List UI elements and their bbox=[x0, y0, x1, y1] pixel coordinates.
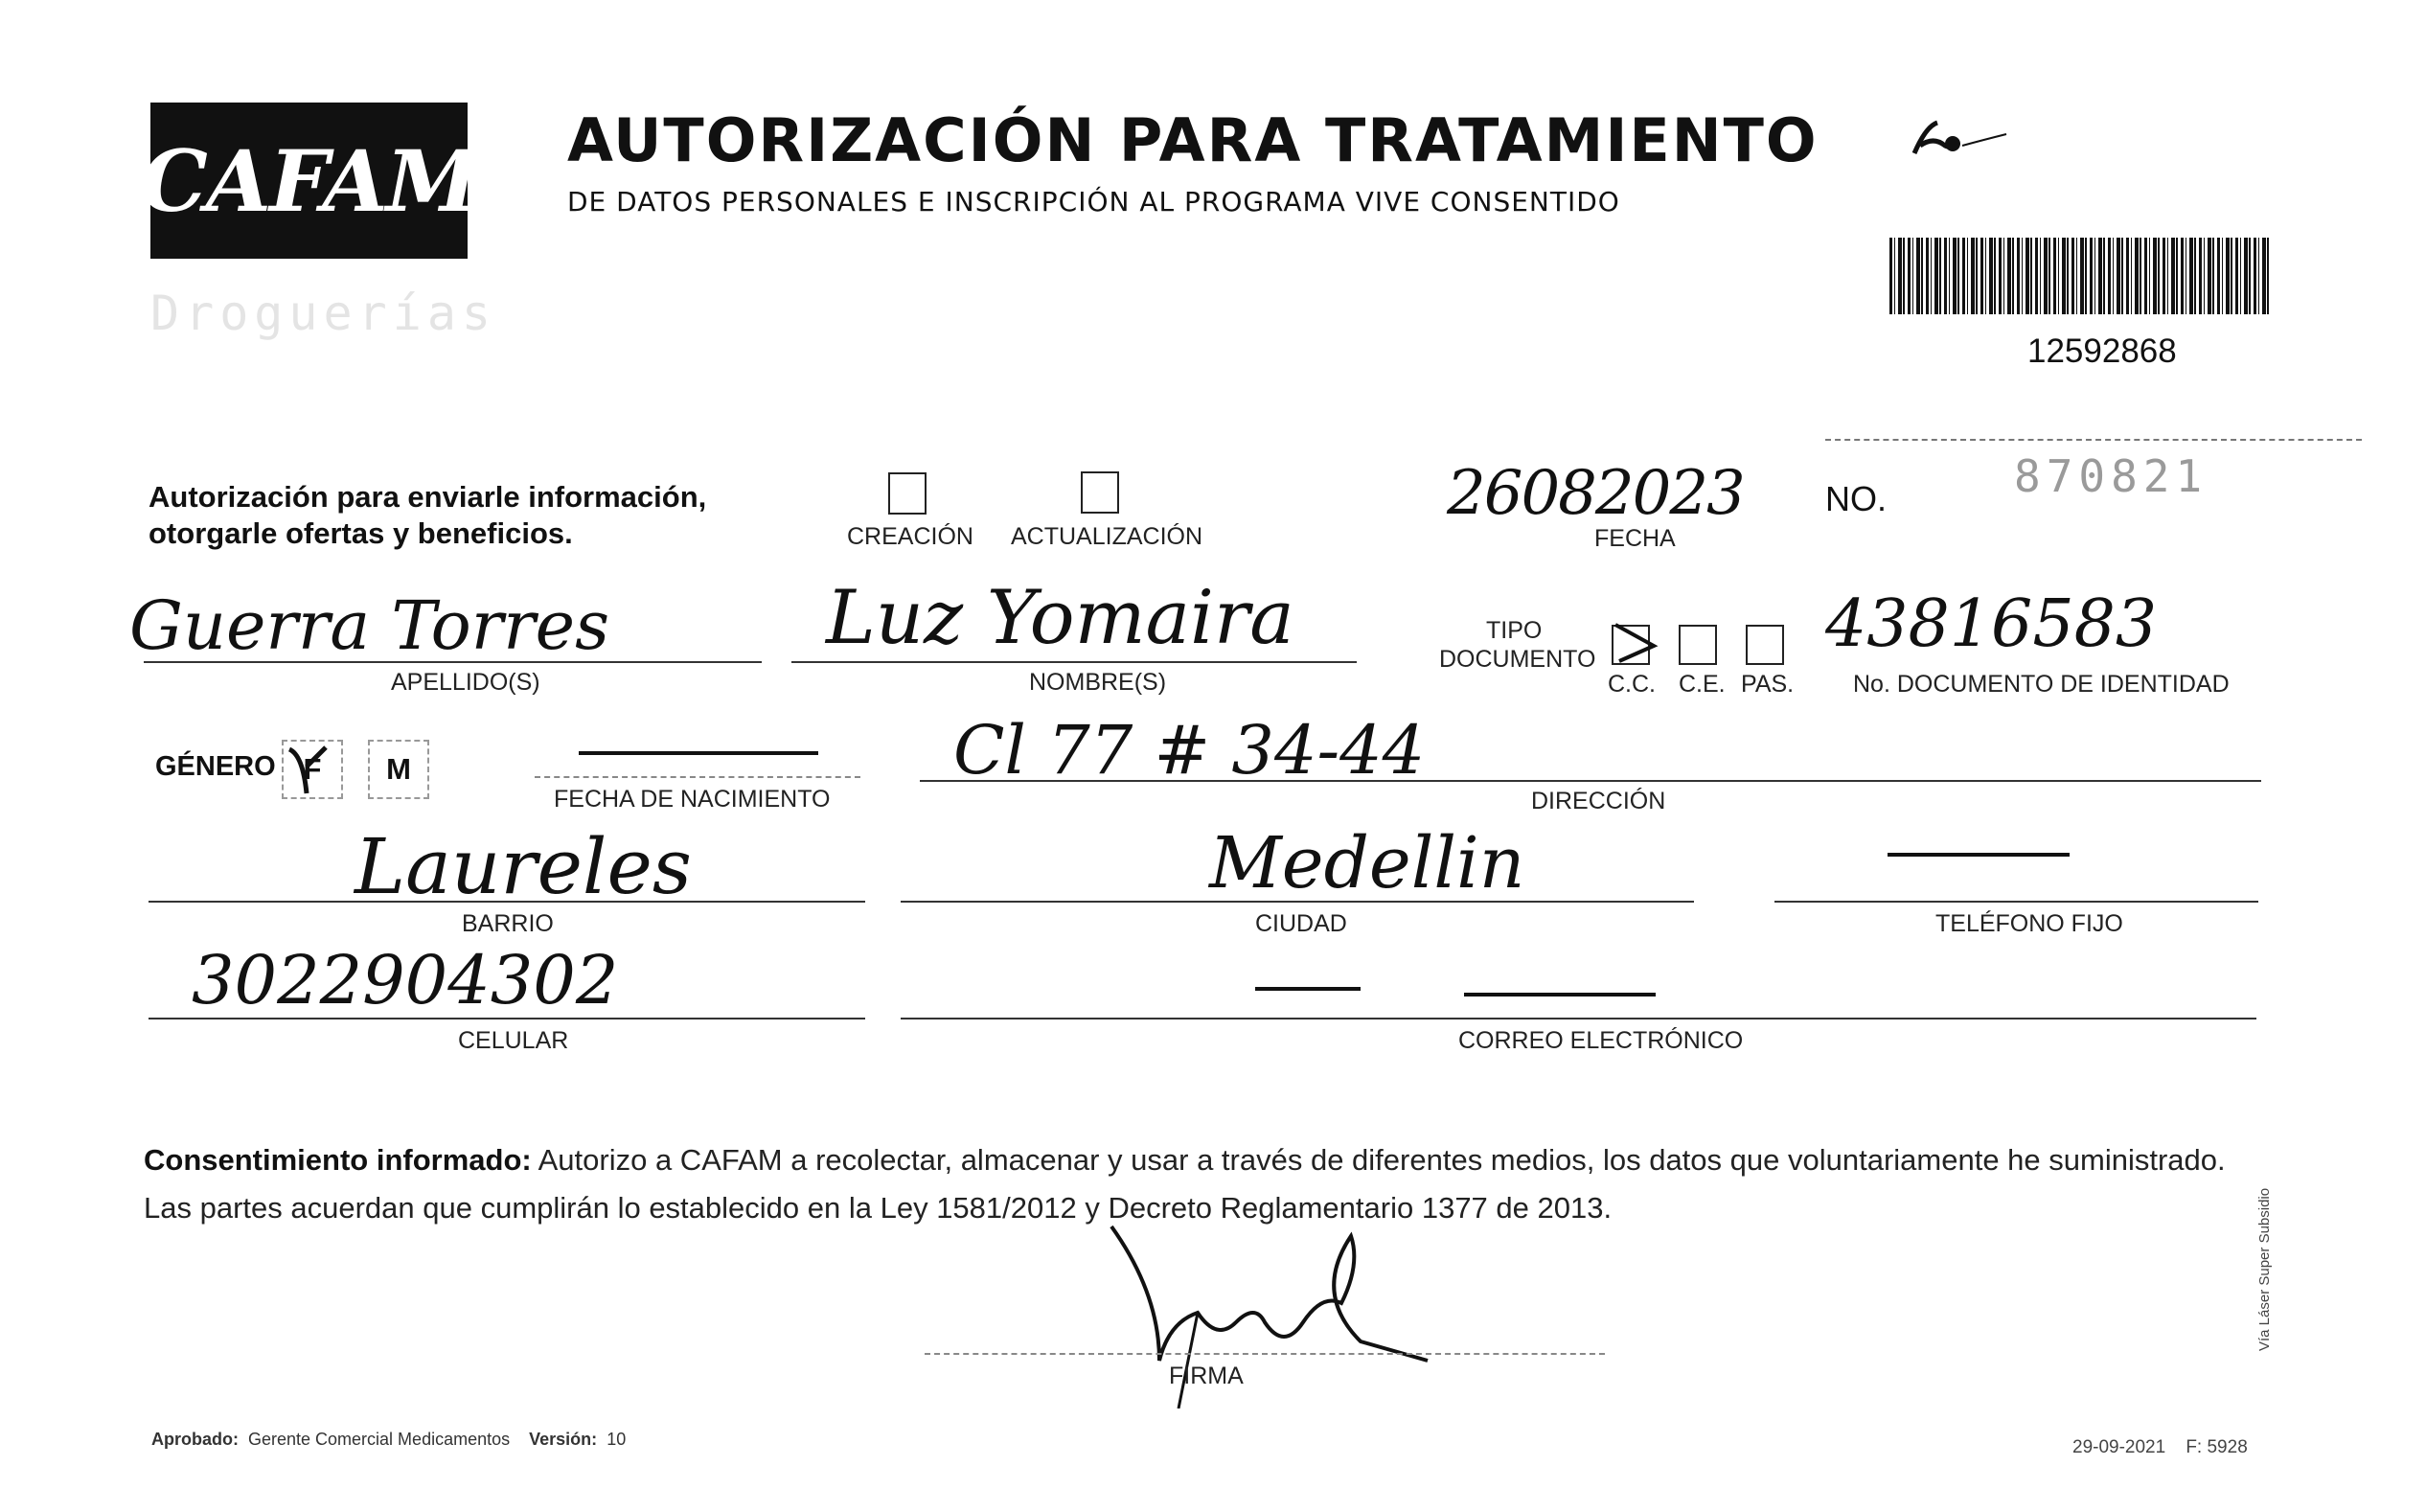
direccion-label: DIRECCIÓN bbox=[1531, 788, 1666, 814]
ce-label: C.E. bbox=[1679, 671, 1726, 698]
apellidos-line bbox=[144, 661, 762, 663]
genero-m-label: M bbox=[386, 752, 411, 786]
barrio-label: BARRIO bbox=[462, 910, 554, 937]
cafam-logo bbox=[140, 103, 478, 259]
ce-checkbox[interactable] bbox=[1679, 625, 1717, 665]
nombres-line bbox=[791, 661, 1357, 663]
barcode-number: 12592868 bbox=[2027, 332, 2177, 370]
apellidos-value[interactable]: Guerra Torres bbox=[129, 586, 610, 665]
document-subtitle: DE DATOS PERSONALES E INSCRIPCIÓN AL PROGRAMA VIVE CONSENTIDO bbox=[567, 186, 1620, 218]
correo-dash-2 bbox=[1464, 993, 1656, 997]
form-number: 870821 bbox=[2014, 450, 2209, 502]
ciudad-line bbox=[901, 901, 1694, 903]
handwritten-mark-icon bbox=[1907, 107, 2022, 165]
footer-date: 29-09-2021 bbox=[2072, 1437, 2166, 1457]
fecha-nacimiento-dash bbox=[579, 751, 818, 755]
logo-text: CAFAM bbox=[140, 130, 478, 231]
fecha-label: FECHA bbox=[1594, 525, 1676, 552]
creacion-checkbox[interactable] bbox=[888, 472, 927, 515]
celular-line bbox=[149, 1018, 865, 1019]
nombres-value[interactable]: Luz Yomaira bbox=[826, 575, 1294, 661]
check-mark-icon bbox=[1610, 621, 1659, 663]
fecha-value[interactable]: 26082023 bbox=[1447, 458, 1744, 529]
pas-checkbox[interactable] bbox=[1746, 625, 1784, 665]
aprobado-value: Gerente Comercial Medicamentos bbox=[248, 1430, 511, 1449]
actualizacion-label: ACTUALIZACIÓN bbox=[1011, 523, 1203, 550]
footer-approval bbox=[151, 1430, 626, 1450]
fecha-nacimiento-line bbox=[535, 776, 860, 778]
correo-dash-1 bbox=[1255, 987, 1361, 991]
nombres-label: NOMBRE(S) bbox=[1029, 669, 1167, 696]
documento-label: No. DOCUMENTO DE IDENTIDAD bbox=[1853, 671, 2230, 698]
creacion-label: CREACIÓN bbox=[847, 523, 973, 550]
genero-f-label: F bbox=[303, 752, 322, 786]
direccion-line bbox=[920, 780, 2261, 782]
intro-line-2: otorgarle ofertas y beneficios. bbox=[149, 516, 573, 550]
intro-text bbox=[149, 479, 771, 552]
telefono-dash bbox=[1888, 853, 2070, 857]
no-label: NO. bbox=[1825, 479, 1888, 518]
signature-mark bbox=[1102, 1217, 1466, 1409]
version-label: Versión: bbox=[529, 1430, 598, 1449]
genero-label: GÉNERO bbox=[155, 751, 276, 782]
version-value: 10 bbox=[606, 1430, 627, 1449]
firma-label: FIRMA bbox=[1169, 1363, 1244, 1389]
ciudad-label: CIUDAD bbox=[1255, 910, 1347, 937]
firma-line bbox=[925, 1353, 1605, 1355]
cc-label: C.C. bbox=[1608, 671, 1656, 698]
direccion-value[interactable]: Cl 77 # 34-44 bbox=[953, 711, 1426, 790]
barcode bbox=[1889, 238, 2271, 314]
correo-line bbox=[901, 1018, 2256, 1019]
tipo-documento-label-2: DOCUMENTO bbox=[1439, 646, 1596, 673]
actualizacion-checkbox[interactable] bbox=[1081, 471, 1119, 514]
genero-m-box[interactable] bbox=[368, 740, 429, 799]
pas-label: PAS. bbox=[1741, 671, 1795, 698]
fecha-nacimiento-label: FECHA DE NACIMIENTO bbox=[554, 786, 831, 813]
consent-line-2: Las partes acuerdan que cumplirán lo establecido en la Ley 1581/2012 y Decreto Reglamentario 1377 de 2013. bbox=[144, 1191, 1613, 1225]
barrio-line bbox=[149, 901, 865, 903]
telefono-line bbox=[1774, 901, 2258, 903]
celular-label: CELULAR bbox=[458, 1027, 569, 1054]
document-title: AUTORIZACIÓN PARA TRATAMIENTO bbox=[567, 105, 1819, 175]
apellidos-label: APELLIDO(S) bbox=[391, 669, 540, 696]
footer-date-code bbox=[2072, 1437, 2248, 1458]
consent-lead: Consentimiento informado: bbox=[144, 1143, 532, 1177]
cc-checkbox[interactable] bbox=[1612, 625, 1650, 665]
aprobado-label: Aprobado: bbox=[151, 1430, 239, 1449]
consent-line-1 bbox=[144, 1136, 2271, 1184]
logo-subtitle: Droguerías bbox=[150, 286, 497, 341]
consent-text-1: Autorizo a CAFAM a recolectar, almacenar y usar a través de diferentes medios, los datos que voluntariamente he suministrado. bbox=[531, 1143, 2226, 1177]
barrio-value[interactable]: Laureles bbox=[355, 822, 692, 911]
vertical-note: Vía Láser Super Subsidio bbox=[2256, 1187, 2273, 1351]
correo-label: CORREO ELECTRÓNICO bbox=[1458, 1027, 1744, 1054]
intro-line-1: Autorización para enviarle información, bbox=[149, 480, 707, 514]
documento-value[interactable]: 43816583 bbox=[1825, 586, 2158, 662]
dashed-divider bbox=[1825, 439, 2362, 441]
tipo-documento-label-1: TIPO bbox=[1486, 617, 1543, 644]
celular-value[interactable]: 3022904302 bbox=[192, 941, 619, 1019]
telefono-label: TELÉFONO FIJO bbox=[1935, 910, 2123, 937]
ciudad-value[interactable]: Medellin bbox=[1209, 822, 1525, 905]
footer-form-code: F: 5928 bbox=[2186, 1437, 2248, 1457]
genero-f-mark-icon bbox=[282, 738, 339, 805]
